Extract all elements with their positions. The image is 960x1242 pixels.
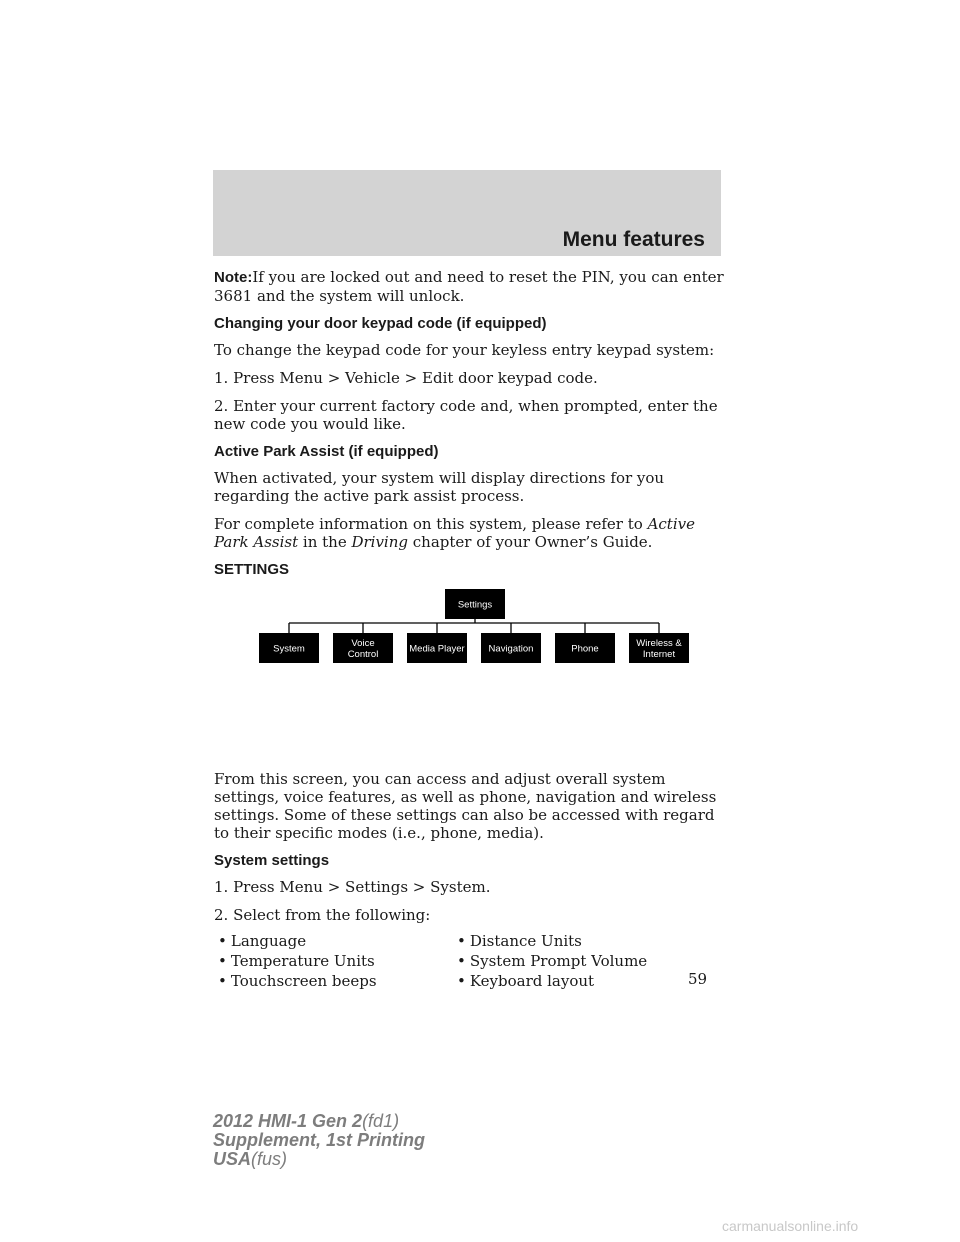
settings-description: From this screen, you can access and adjust overall system settings, voice features, as well as phone, navigation and wireless settings. Some of these settings can also be accessed with regard to their specific modes (i.e., phone, media). [214, 770, 717, 842]
settings-child-label: Voice Control [347, 638, 379, 660]
footer-region: USA [213, 1149, 252, 1169]
print-footer [213, 1112, 425, 1169]
door-keypad-heading: Changing your door keypad code (if equipped) [214, 315, 547, 332]
settings-child-label: Media Player [409, 643, 465, 655]
option-item: • Touchscreen beeps [214, 972, 453, 990]
settings-tree-svg [214, 587, 724, 762]
park-assist-text-a: For complete information on this system, please refer to [214, 515, 648, 533]
settings-child-label: Wireless & Internet [636, 638, 682, 660]
option-item: • System Prompt Volume [453, 952, 692, 970]
settings-child-label: System [273, 643, 305, 655]
option-item: • Language [214, 932, 453, 950]
header-band [213, 170, 721, 256]
footer-line-3 [213, 1150, 425, 1169]
park-assist-ref-chapter: Driving [351, 533, 408, 551]
note-paragraph [214, 268, 724, 305]
system-settings-step-1: 1. Press Menu > Settings > System. [214, 878, 491, 896]
option-item: • Keyboard layout [453, 972, 692, 990]
footer-line-1 [213, 1112, 425, 1131]
option-item: • Temperature Units [214, 952, 453, 970]
door-keypad-intro: To change the keypad code for your keyless entry keypad system: [214, 341, 715, 359]
footer-model: 2012 HMI-1 Gen 2 [213, 1111, 363, 1131]
section-title: Menu features [562, 228, 705, 251]
system-settings-options [214, 932, 714, 992]
park-assist-heading: Active Park Assist (if equipped) [214, 443, 439, 460]
park-assist-ref-title: Active Park Assist [214, 515, 695, 551]
park-assist-text-c: chapter of your Owner’s Guide. [408, 533, 653, 551]
settings-child-label: Phone [571, 643, 599, 655]
footer-line-2: Supplement, 1st Printing [213, 1130, 426, 1150]
option-item: • Distance Units [453, 932, 692, 950]
system-settings-heading: System settings [214, 852, 330, 869]
park-assist-para-1: When activated, your system will display directions for you regarding the active park assist process. [214, 469, 665, 505]
note-text: If you are locked out and need to reset the PIN, you can enter 3681 and the system will unlock. [214, 268, 724, 305]
park-assist-para-2 [214, 515, 724, 551]
watermark: carmanualsonline.info [722, 1218, 859, 1234]
settings-root-label: Settings [457, 599, 493, 611]
footer-model-code: (fd1) [362, 1111, 400, 1131]
page-content [214, 268, 724, 992]
door-keypad-step-1: 1. Press Menu > Vehicle > Edit door keypad code. [214, 369, 598, 387]
page-number: 59 [688, 970, 708, 988]
note-label: Note: [214, 269, 253, 286]
settings-menu-diagram [214, 587, 724, 762]
settings-child-label: Navigation [488, 643, 534, 655]
park-assist-text-b: in the [298, 533, 352, 551]
footer-region-code: (fus) [251, 1149, 288, 1169]
door-keypad-step-2: 2. Enter your current factory code and, when prompted, enter the new code you would like. [214, 397, 718, 433]
system-settings-step-2: 2. Select from the following: [214, 906, 431, 924]
settings-heading: SETTINGS [214, 561, 290, 578]
